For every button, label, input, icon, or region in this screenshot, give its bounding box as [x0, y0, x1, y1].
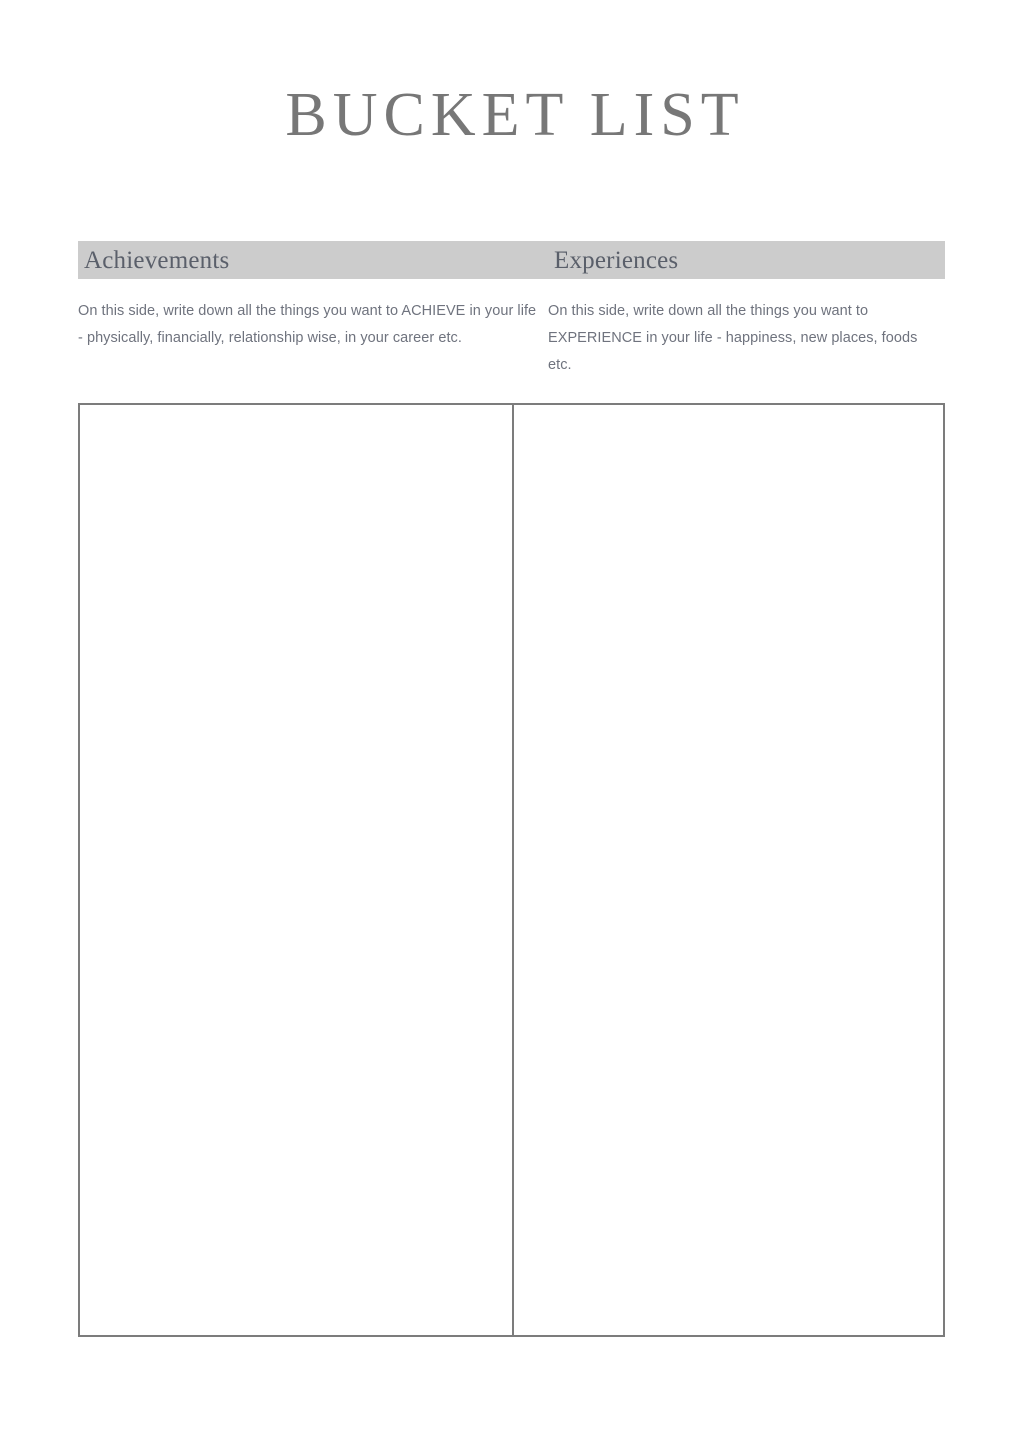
column-headings	[78, 241, 945, 279]
column-heading-label: Achievements	[84, 246, 230, 274]
description-text: On this side, write down all the things you want to ACHIEVE in your life - physically, financially, relationship wise, in your career etc.	[78, 303, 537, 346]
page-title: BUCKET LIST	[285, 81, 745, 149]
column-descriptions	[78, 298, 945, 379]
column-description-achievements	[78, 298, 548, 379]
writing-column-experiences[interactable]	[514, 405, 943, 1335]
writing-column-achievements[interactable]	[80, 405, 514, 1335]
column-heading-achievements	[78, 241, 548, 279]
column-heading-experiences	[548, 241, 945, 279]
description-text: On this side, write down all the things you want to EXPERIENCE in your life - happiness, new places, foods etc.	[548, 303, 918, 373]
writing-area	[78, 403, 945, 1337]
column-heading-label: Experiences	[554, 246, 679, 274]
column-description-experiences	[548, 298, 945, 379]
